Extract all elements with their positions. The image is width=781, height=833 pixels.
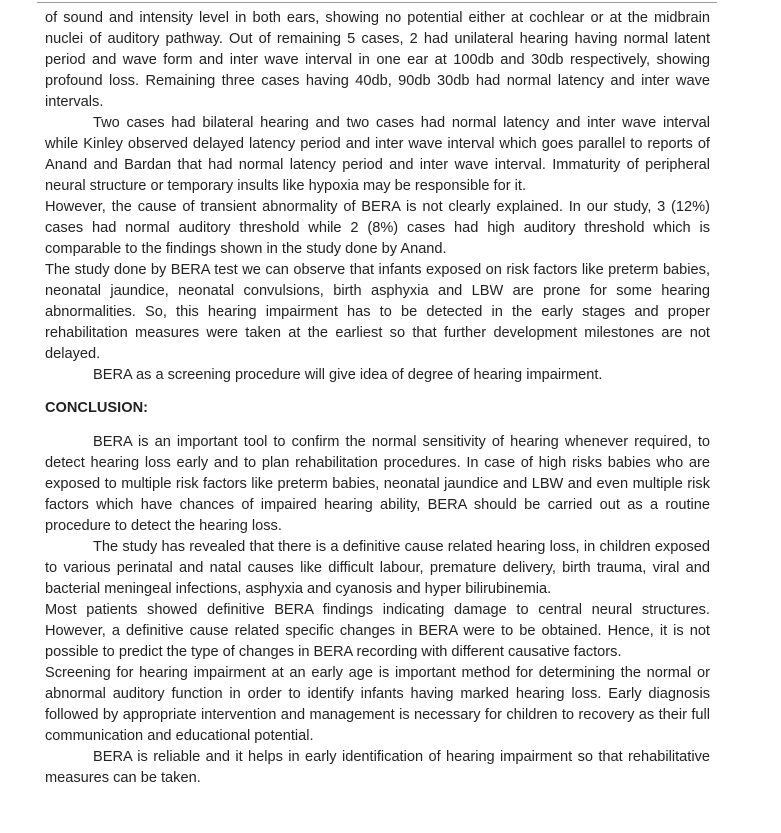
paragraph: However, the cause of transient abnormality of BERA is not clearly explained. In our study, 3 (12%) cases had normal auditory threshold while 2 (8%) cases had high auditory threshold which is comparable to the findings shown in the study done by Anand. <box>45 199 710 257</box>
document-page <box>45 8 710 789</box>
top-rule <box>37 2 717 3</box>
paragraph: Two cases had bilateral hearing and two cases had normal latency and inter wave interval while Kinley observed delayed latency period and inter wave interval which goes parallel to reports of Anand and Bardan that had normal latency period and inter wave interval. Immaturity of peripheral neural structure or temporary insults like hypoxia may be responsible for it. <box>45 115 710 194</box>
paragraph: of sound and intensity level in both ears, showing no potential either at cochlear or at the midbrain nuclei of auditory pathway. Out of remaining 5 cases, 2 had unilateral hearing having normal latent period and wave form and inter wave interval in one ear at 100db and 30db respectively, showing profound loss. Remaining three cases having 40db, 90db 30db had normal latency and inter wave intervals. <box>45 10 710 110</box>
section-heading-conclusion: CONCLUSION: <box>45 400 148 416</box>
paragraph: Most patients showed definitive BERA findings indicating damage to central neural structures. However, a definitive cause related specific changes in BERA were to be obtained. Hence, it is not possible to predict the type of changes in BERA recording with different causative factors. <box>45 602 710 660</box>
paragraph: The study done by BERA test we can observe that infants exposed on risk factors like preterm babies, neonatal jaundice, neonatal convulsions, birth asphyxia and LBW are prone for some hearing abnormalities. So, this hearing impairment has to be detected in the early stages and proper rehabilitation measures were taken at the earliest so that further development milestones are not delayed. <box>45 262 710 362</box>
paragraph: BERA as a screening procedure will give idea of degree of hearing impairment. <box>93 367 603 383</box>
paragraph: The study has revealed that there is a definitive cause related hearing loss, in children exposed to various perinatal and natal causes like difficult labour, premature delivery, birth trauma, viral and bacterial meningeal infections, asphyxia and cyanosis and hyper bilirubinemia. <box>45 539 710 597</box>
paragraph: BERA is an important tool to confirm the normal sensitivity of hearing whenever required, to detect hearing loss early and to plan rehabilitation procedures. In case of high risks babies who are exposed to multiple risk factors like preterm babies, neonatal jaundice and LBW and even multiple risk factors which have chances of impaired hearing ability, BERA should be carried out as a routine procedure to detect the hearing loss. <box>45 434 710 534</box>
paragraph: Screening for hearing impairment at an early age is important method for determining the normal or abnormal auditory function in order to identify infants having marked hearing loss. Early diagnosis followed by appropriate intervention and management is necessary for children to recovery as their full communication and educational potential. <box>45 665 710 744</box>
paragraph: BERA is reliable and it helps in early identification of hearing impairment so that rehabilitative measures can be taken. <box>45 749 710 786</box>
